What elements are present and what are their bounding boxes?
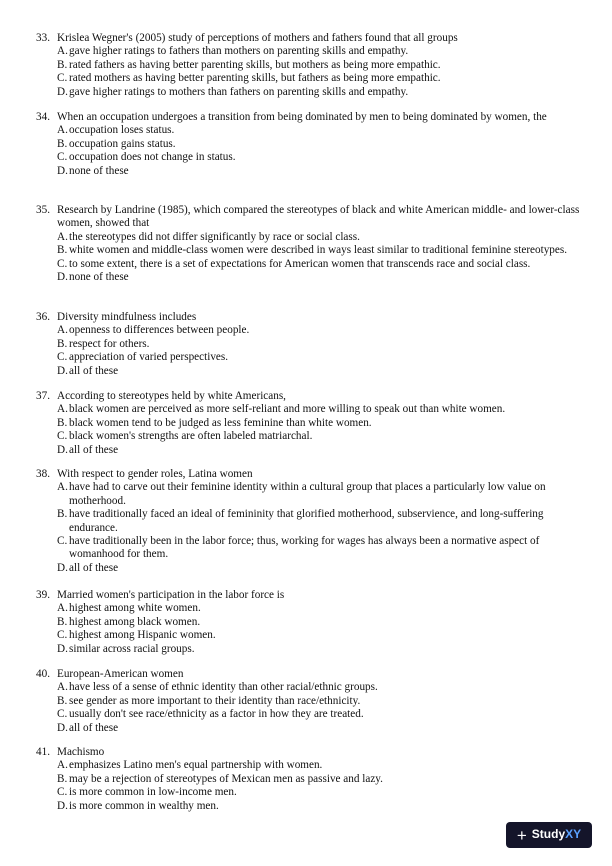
option-letter: A. [57, 681, 68, 694]
question-number: 40. [36, 668, 50, 680]
option-letter: B. [57, 244, 68, 257]
option-letter: D. [57, 642, 68, 655]
question-33 [36, 32, 584, 99]
option-letter: A. [57, 230, 68, 243]
option-letter: B. [57, 694, 68, 707]
option-letter: B. [57, 58, 68, 71]
option-letter: C. [57, 151, 68, 164]
option-letter: D. [57, 561, 68, 574]
option-letter: C. [57, 786, 68, 799]
option-text: highest among white women. [69, 602, 201, 615]
question-text: With respect to gender roles, Latina women [57, 468, 253, 480]
option-letter: B. [57, 772, 68, 785]
option-letter: D. [57, 364, 68, 377]
option-text: the stereotypes did not differ significantly by race or social class. [69, 230, 360, 243]
option-text: highest among black women. [69, 615, 201, 628]
option-text: may be a rejection of stereotypes of Mexican men as passive and lazy. [69, 772, 383, 785]
option-text: none of these [69, 271, 129, 284]
option-letter: A. [57, 403, 68, 416]
option-text: all of these [69, 443, 119, 456]
question-text: Krislea Wegner's (2005) study of perceptions of mothers and fathers found that all groups [57, 32, 458, 44]
question-text: Married women's participation in the labor force is [57, 589, 285, 601]
question-text: Machismo [57, 746, 105, 758]
option-text: have had to carve out their feminine identity within a cultural group that places a particularly low value on motherhood. [69, 481, 546, 507]
option-text: black women tend to be judged as less feminine than white women. [69, 416, 372, 429]
question-number: 39. [36, 589, 50, 601]
option-text: occupation does not change in status. [69, 151, 236, 164]
option-letter: A. [57, 481, 68, 494]
option-letter: A. [57, 124, 68, 137]
option-letter: C. [57, 535, 68, 548]
option-letter: A. [57, 324, 68, 337]
option-text: openness to differences between people. [69, 324, 250, 337]
option-letter: C. [57, 257, 68, 270]
option-letter: D. [57, 164, 68, 177]
option-text: have traditionally faced an ideal of femininity that glorified motherhood, subservience, and long-suffering endurance. [69, 508, 544, 534]
option-letter: C. [57, 351, 68, 364]
option-text: rated fathers as having better parenting skills, but mothers as being more empathic. [69, 58, 441, 71]
option-text: emphasizes Latino men's equal partnership with women. [69, 759, 323, 772]
option-letter: B. [57, 137, 68, 150]
option-text: all of these [69, 561, 119, 574]
option-text: occupation gains status. [69, 137, 176, 150]
option-letter: A. [57, 759, 68, 772]
question-text: European-American women [57, 668, 184, 680]
option-text: usually don't see race/ethnicity as a factor in how they are treated. [69, 708, 364, 721]
option-letter: D. [57, 799, 68, 812]
option-letter: B. [57, 508, 68, 521]
brand-name-study: Study [531, 827, 566, 842]
option-text: see gender as more important to their identity than race/ethnicity. [69, 694, 361, 707]
option-letter: D. [57, 721, 68, 734]
option-letter: B. [57, 416, 68, 429]
option-letter: B. [57, 337, 68, 350]
option-letter: C. [57, 430, 68, 443]
option-text: none of these [69, 164, 129, 177]
option-text: respect for others. [69, 337, 150, 350]
option-text: all of these [69, 364, 119, 377]
question-37 [36, 390, 584, 457]
option-text: have less of a sense of ethnic identity than other racial/ethnic groups. [69, 681, 378, 694]
option-text: white women and middle-class women were described in ways least similar to traditional feminine stereotypes. [69, 244, 568, 257]
option-letter: C. [57, 72, 68, 85]
option-letter: D. [57, 271, 68, 284]
question-number: 37. [36, 390, 50, 402]
question-text: When an occupation undergoes a transition from being dominated by men to being dominated by women, the [57, 111, 547, 123]
question-text: Diversity mindfulness includes [57, 311, 197, 323]
option-letter: C. [57, 629, 68, 642]
option-text: rated mothers as having better parenting skills, but fathers as being more empathic. [69, 72, 441, 85]
question-41 [36, 746, 584, 813]
question-number: 38. [36, 468, 50, 480]
question-35 [36, 204, 584, 284]
option-letter: D. [57, 85, 68, 98]
question-text: According to stereotypes held by white Americans, [57, 390, 286, 402]
question-text: Research by Landrine (1985), which compared the stereotypes of black and white American middle- and lower-class women, showed that [57, 204, 580, 230]
option-text: is more common in wealthy men. [69, 799, 219, 812]
option-text: occupation loses status. [69, 124, 175, 137]
option-text: similar across racial groups. [69, 642, 195, 655]
option-letter: D. [57, 443, 68, 456]
question-36 [36, 311, 584, 378]
question-number: 36. [36, 311, 50, 323]
option-text: to some extent, there is a set of expectations for American women that transcends race and social class. [69, 257, 531, 270]
question-39 [36, 589, 584, 656]
option-letter: C. [57, 708, 68, 721]
question-number: 35. [36, 204, 50, 216]
option-text: highest among Hispanic women. [69, 629, 216, 642]
option-text: appreciation of varied perspectives. [69, 351, 229, 364]
question-number: 34. [36, 111, 50, 123]
plus-icon: + [516, 825, 527, 845]
option-letter: A. [57, 45, 68, 58]
question-38 [36, 468, 584, 575]
option-letter: A. [57, 602, 68, 615]
question-34 [36, 111, 584, 178]
question-number: 33. [36, 32, 50, 44]
option-text: have traditionally been in the labor force; thus, working for wages has always been a normative aspect of womanhood for them. [69, 535, 540, 561]
option-text: all of these [69, 721, 119, 734]
option-text: black women's strengths are often labeled matriarchal. [69, 430, 313, 443]
option-text: gave higher ratings to fathers than mothers on parenting skills and empathy. [69, 45, 409, 58]
question-number: 41. [36, 746, 50, 758]
question-40 [36, 668, 584, 735]
option-text: is more common in low-income men. [69, 786, 237, 799]
option-letter: B. [57, 615, 68, 628]
option-text: gave higher ratings to mothers than fathers on parenting skills and empathy. [69, 85, 409, 98]
option-text: black women are perceived as more self-reliant and more willing to speak out than white women. [69, 403, 506, 416]
studyxy-logo[interactable] [506, 822, 592, 848]
brand-name-xy: XY [565, 827, 582, 842]
